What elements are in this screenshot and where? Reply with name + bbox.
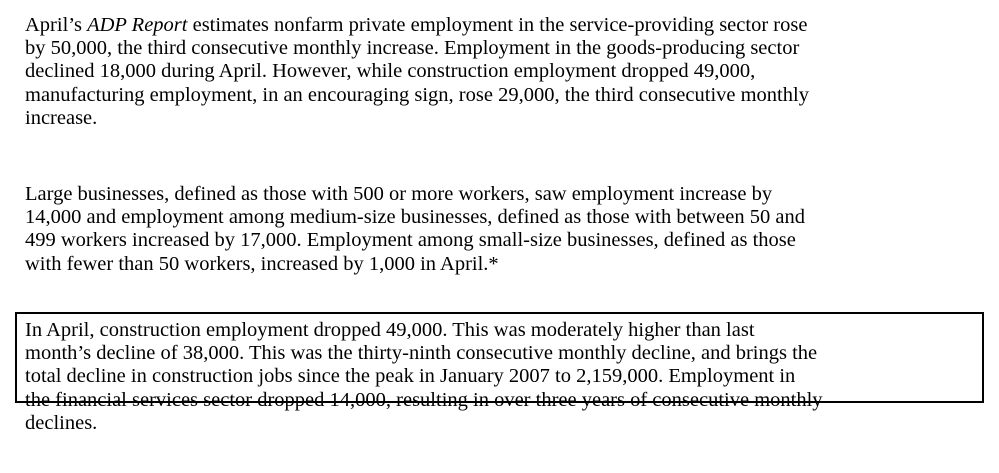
text-line: declines. [25,411,98,434]
paragraph-business-size [25,183,985,276]
report-title-italic: ADP Report [87,14,188,36]
text-line: Large businesses, defined as those with 500 or more workers, saw employment increase by [25,183,773,205]
text-line: increase. [25,106,98,129]
text-line: manufacturing employment, in an encouraging sign, rose 29,000, the third consecutive monthly [25,83,809,106]
text-line: 499 workers increased by 17,000. Employment among small-size businesses, defined as those [25,229,796,252]
text-line: by 50,000, the third consecutive monthly increase. Employment in the goods-producing sector [25,37,800,60]
text-line: In April, construction employment dropped 49,000. This was moderately higher than last [25,319,755,341]
paragraph-construction-employment [25,319,985,435]
text-line: 14,000 and employment among medium-size businesses, defined as those with between 50 and [25,206,805,229]
text-segment: estimates nonfarm private employment in the service-providing sector rose [187,14,808,36]
text-line: month’s decline of 38,000. This was the thirty-ninth consecutive monthly decline, and brings the [25,342,818,365]
text-line: total decline in construction jobs since the peak in January 2007 to 2,159,000. Employment in [25,365,796,388]
paragraph-adp-report-summary [25,14,985,130]
text-line: the financial services sector dropped 14,000, resulting in over three years of consecutive monthly [25,388,823,411]
text-segment: April’s [25,14,88,36]
text-line [25,14,985,37]
text-line: declined 18,000 during April. However, while construction employment dropped 49,000, [25,60,756,83]
text-line: with fewer than 50 workers, increased by 1,000 in April.* [25,252,499,275]
